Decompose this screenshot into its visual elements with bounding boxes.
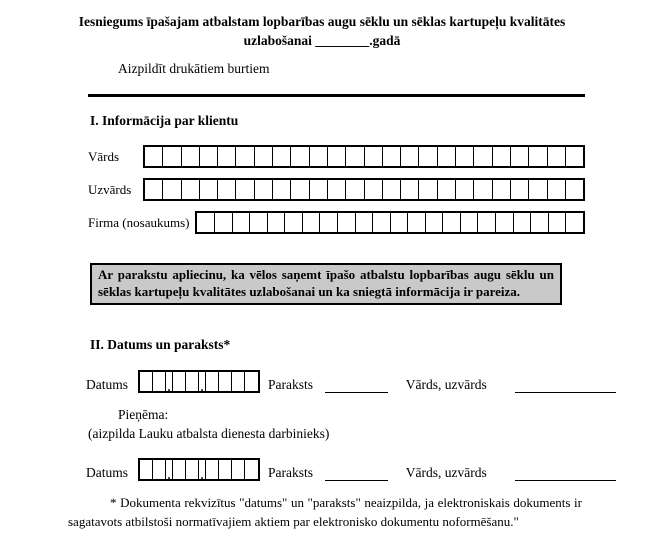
char-box[interactable] bbox=[328, 180, 346, 199]
char-box[interactable] bbox=[391, 213, 409, 232]
char-box[interactable] bbox=[303, 213, 321, 232]
pienema-label: Pieņēma: bbox=[118, 407, 169, 422]
char-box[interactable] bbox=[273, 147, 291, 166]
char-box[interactable] bbox=[233, 213, 251, 232]
char-box[interactable] bbox=[419, 147, 437, 166]
name-line[interactable] bbox=[515, 377, 616, 393]
char-box[interactable] bbox=[320, 213, 338, 232]
char-box[interactable] bbox=[493, 180, 511, 199]
char-box[interactable] bbox=[408, 213, 426, 232]
char-box[interactable] bbox=[456, 180, 474, 199]
field-row-vards bbox=[88, 145, 585, 168]
char-box[interactable] bbox=[401, 147, 419, 166]
char-box[interactable] bbox=[145, 180, 163, 199]
header-divider bbox=[88, 94, 585, 97]
char-box[interactable] bbox=[250, 213, 268, 232]
char-box[interactable] bbox=[200, 180, 218, 199]
section1-heading: I. Informācija par klientu bbox=[90, 113, 239, 128]
char-box[interactable] bbox=[346, 180, 364, 199]
char-box[interactable] bbox=[145, 147, 163, 166]
paraksts-label: Paraksts bbox=[268, 377, 313, 392]
char-box[interactable] bbox=[285, 213, 303, 232]
char-box[interactable] bbox=[218, 147, 236, 166]
char-box[interactable] bbox=[373, 213, 391, 232]
char-box[interactable] bbox=[401, 180, 419, 199]
section2-heading: II. Datums un paraksts* bbox=[90, 337, 231, 352]
firma-char-boxes[interactable] bbox=[195, 211, 585, 234]
date-digit-box[interactable] bbox=[206, 460, 219, 479]
date-digit-box[interactable] bbox=[153, 460, 166, 479]
char-box[interactable] bbox=[215, 213, 233, 232]
char-box[interactable] bbox=[365, 147, 383, 166]
paraksts-label: Paraksts bbox=[268, 465, 313, 480]
char-box[interactable] bbox=[566, 147, 583, 166]
date-separator: . bbox=[199, 372, 206, 391]
date-boxes[interactable] bbox=[138, 370, 260, 393]
vards-uzvards-label: Vārds, uzvārds bbox=[405, 465, 487, 480]
char-box[interactable] bbox=[356, 213, 374, 232]
char-box[interactable] bbox=[291, 147, 309, 166]
char-box[interactable] bbox=[163, 147, 181, 166]
char-box[interactable] bbox=[182, 180, 200, 199]
date-digit-box[interactable] bbox=[219, 460, 232, 479]
date-separator: . bbox=[166, 372, 173, 391]
date-digit-box[interactable] bbox=[173, 372, 186, 391]
char-box[interactable] bbox=[255, 147, 273, 166]
char-box[interactable] bbox=[478, 213, 496, 232]
firma-label: Firma (nosaukums) bbox=[88, 214, 190, 230]
date-signature-row-2 bbox=[86, 458, 616, 481]
date-digit-box[interactable] bbox=[173, 460, 186, 479]
char-box[interactable] bbox=[496, 213, 514, 232]
char-box[interactable] bbox=[310, 180, 328, 199]
char-box[interactable] bbox=[365, 180, 383, 199]
char-box[interactable] bbox=[200, 147, 218, 166]
date-signature-row-1 bbox=[86, 370, 616, 393]
char-box[interactable] bbox=[197, 213, 215, 232]
fill-instruction: Aizpildīt drukātiem burtiem bbox=[118, 61, 270, 76]
char-box[interactable] bbox=[182, 147, 200, 166]
char-box[interactable] bbox=[566, 180, 583, 199]
char-box[interactable] bbox=[531, 213, 549, 232]
char-box[interactable] bbox=[346, 147, 364, 166]
char-box[interactable] bbox=[456, 147, 474, 166]
date-digit-box[interactable] bbox=[186, 372, 199, 391]
vards-uzvards-label: Vārds, uzvārds bbox=[405, 377, 487, 392]
char-box[interactable] bbox=[163, 180, 181, 199]
char-box[interactable] bbox=[443, 213, 461, 232]
date-separator: . bbox=[199, 460, 206, 479]
form-title: Iesniegums īpašajam atbalstam lopbarības augu sēklu un sēklas kartupeļu kvalitātes uzlabošanai ________.gadā bbox=[78, 14, 566, 48]
date-digit-box[interactable] bbox=[245, 460, 258, 479]
char-box[interactable] bbox=[338, 213, 356, 232]
date-digit-box[interactable] bbox=[232, 460, 245, 479]
date-digit-box[interactable] bbox=[206, 372, 219, 391]
char-box[interactable] bbox=[566, 213, 583, 232]
char-box[interactable] bbox=[273, 180, 291, 199]
char-box[interactable] bbox=[383, 147, 401, 166]
date-digit-box[interactable] bbox=[245, 372, 258, 391]
char-box[interactable] bbox=[438, 180, 456, 199]
datums-label: Datums bbox=[86, 465, 128, 480]
char-box[interactable] bbox=[291, 180, 309, 199]
footnote: * Dokumenta rekvizītus "datums" un "paraksts" neaizpilda, ja elektroniskais dokuments ir sagatavots atbilstoši normatīvajiem aktiem par elektronisko dokumentu noformēšanu." bbox=[68, 495, 582, 529]
char-box[interactable] bbox=[438, 147, 456, 166]
uzvards-char-boxes[interactable] bbox=[143, 178, 585, 201]
declaration-box: Ar parakstu apliecinu, ka vēlos saņemt īpašo atbalstu lopbarības augu sēklu un sēklas kartupeļu kvalitātes uzlabošanai un ka sniegtā informācija ir pareiza. bbox=[90, 263, 562, 305]
datums-label: Datums bbox=[86, 377, 128, 392]
char-box[interactable] bbox=[549, 213, 567, 232]
char-box[interactable] bbox=[548, 147, 566, 166]
vards-char-boxes[interactable] bbox=[143, 145, 585, 168]
char-box[interactable] bbox=[310, 147, 328, 166]
name-line[interactable] bbox=[515, 465, 616, 481]
field-row-firma bbox=[88, 211, 585, 234]
date-digit-box[interactable] bbox=[186, 460, 199, 479]
field-row-uzvards bbox=[88, 178, 585, 201]
signature-line[interactable] bbox=[325, 377, 388, 393]
date-boxes[interactable] bbox=[138, 458, 260, 481]
char-box[interactable] bbox=[493, 147, 511, 166]
date-digit-box[interactable] bbox=[232, 372, 245, 391]
char-box[interactable] bbox=[218, 180, 236, 199]
uzvards-label: Uzvārds bbox=[88, 181, 132, 197]
char-box[interactable] bbox=[461, 213, 479, 232]
char-box[interactable] bbox=[236, 180, 254, 199]
char-box[interactable] bbox=[255, 180, 273, 199]
date-digit-box[interactable] bbox=[140, 372, 153, 391]
char-box[interactable] bbox=[268, 213, 286, 232]
char-box[interactable] bbox=[328, 147, 346, 166]
date-digit-box[interactable] bbox=[140, 460, 153, 479]
char-box[interactable] bbox=[529, 180, 547, 199]
date-digit-box[interactable] bbox=[219, 372, 232, 391]
date-digit-box[interactable] bbox=[153, 372, 166, 391]
char-box[interactable] bbox=[514, 213, 532, 232]
char-box[interactable] bbox=[474, 180, 492, 199]
signature-line[interactable] bbox=[325, 465, 388, 481]
char-box[interactable] bbox=[383, 180, 401, 199]
char-box[interactable] bbox=[474, 147, 492, 166]
char-box[interactable] bbox=[548, 180, 566, 199]
char-box[interactable] bbox=[529, 147, 547, 166]
date-separator: . bbox=[166, 460, 173, 479]
char-box[interactable] bbox=[511, 180, 529, 199]
char-box[interactable] bbox=[419, 180, 437, 199]
vards-label: Vārds bbox=[88, 148, 120, 164]
char-box[interactable] bbox=[236, 147, 254, 166]
char-box[interactable] bbox=[426, 213, 444, 232]
char-box[interactable] bbox=[511, 147, 529, 166]
pienema-note: (aizpilda Lauku atbalsta dienesta darbinieks) bbox=[88, 426, 330, 441]
